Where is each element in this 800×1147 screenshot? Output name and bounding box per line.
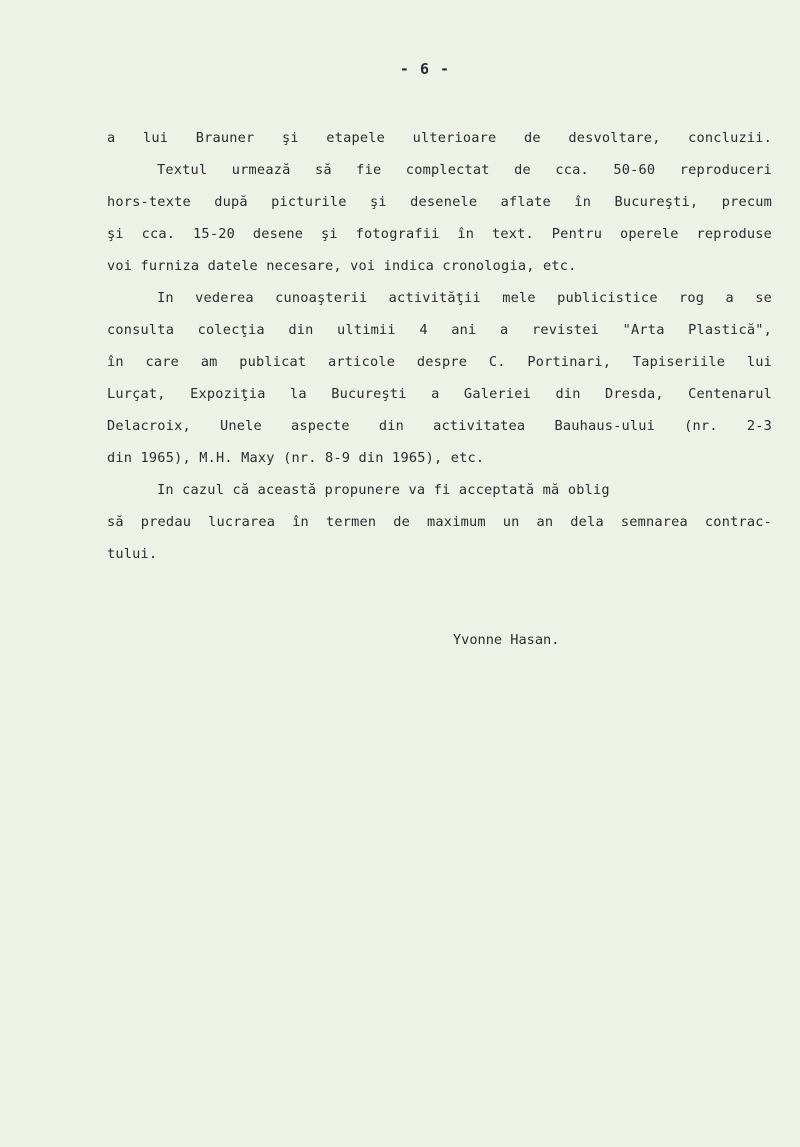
letter-body [107,122,772,570]
text-line: Textul urmează să fie complectat de cca. 50-60 reproduceri [157,162,772,178]
text-line: voi furniza datele necesare, voi indica cronologia, etc. [107,258,577,274]
text-line: In cazul că această propunere va fi acceptată mă oblig [157,482,610,498]
text-line: să predau lucrarea în termen de maximum un an dela semnarea contrac- [107,514,772,530]
text-line: In vederea cunoaşterii activităţii mele publicistice rog a se [157,290,772,306]
page-number: - 6 - [399,60,451,78]
signature: Yvonne Hasan. [453,632,560,648]
text-line: în care am publicat articole despre C. Portinari, Tapiseriile lui [107,354,772,370]
text-line: Delacroix, Unele aspecte din activitatea Bauhaus-ului (nr. 2-3 [107,418,772,434]
text-line: hors-texte după picturile şi desenele aflate în Bucureşti, precum [107,194,772,210]
text-line: tului. [107,546,158,562]
text-line: Lurçat, Expoziţia la Bucureşti a Galeriei din Dresda, Centenarul [107,386,772,402]
text-line: a lui Brauner şi etapele ulterioare de desvoltare, concluzii. [107,130,772,146]
text-line: din 1965), M.H. Maxy (nr. 8-9 din 1965), etc. [107,450,485,466]
text-line: şi cca. 15-20 desene şi fotografii în text. Pentru operele reproduse [107,226,772,242]
text-line: consulta colecţia din ultimii 4 ani a revistei "Arta Plastică", [107,322,772,338]
